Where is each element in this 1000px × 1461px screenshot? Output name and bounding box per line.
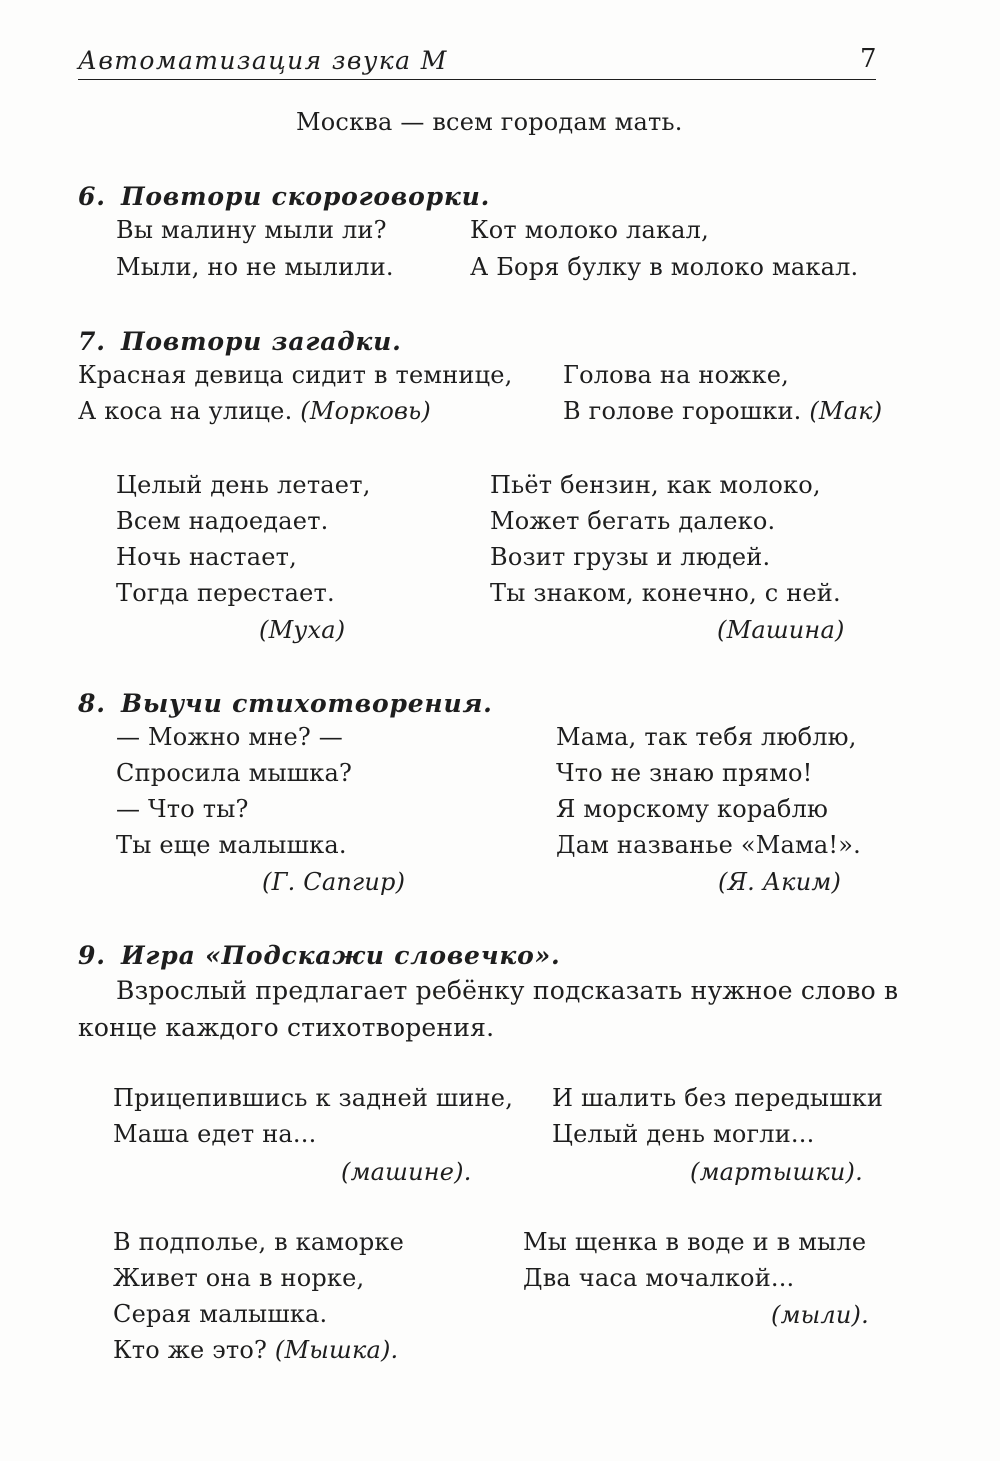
riddle-text: А коса на улице. <box>78 397 293 425</box>
poem-sapgir-line: — Можно мне? — <box>116 723 343 751</box>
rhyme-answer: (Мышка). <box>274 1336 399 1364</box>
poem-author: (Я. Аким) <box>718 868 842 896</box>
riddle-car-line: Ты знаком, конечно, с ней. <box>490 579 841 607</box>
riddle-car-line: Пьёт бензин, как молоко, <box>490 471 821 499</box>
section-9-heading <box>78 941 561 970</box>
poem-sapgir-line: Ты еще малышка. <box>116 831 347 859</box>
riddle-fly-line: Ночь настает, <box>116 543 297 571</box>
poem-akim-line: Дам названье «Мама!». <box>556 831 861 859</box>
rhyme-text: Кто же это? <box>113 1336 268 1364</box>
header-rule <box>78 79 876 80</box>
riddle-fly-line: Целый день летает, <box>116 471 371 499</box>
page-number: 7 <box>860 44 877 74</box>
riddle-fly-line: Всем надоедает. <box>116 507 329 535</box>
riddle-car-line: Возит грузы и людей. <box>490 543 771 571</box>
tongue-twister-2-line: А Боря булку в молоко макал. <box>470 253 859 281</box>
section-number: 8. <box>78 689 106 718</box>
rhyme-answer: (мыли). <box>771 1301 869 1329</box>
running-header-title: Автоматизация звука М <box>78 46 448 75</box>
rhyme-machine-line: Прицепившись к задней шине, <box>113 1084 514 1112</box>
poem-author: (Г. Сапгир) <box>262 868 406 896</box>
riddle-answer: (Машина) <box>717 616 845 644</box>
section-title: Повтори скороговорки. <box>121 182 491 211</box>
instruction-text: Взрослый предлагает ребёнку подсказать нужное слово в <box>116 976 899 1005</box>
rhyme-soap-line: Два часа мочалкой... <box>523 1264 795 1292</box>
rhyme-soap-line: Мы щенка в воде и в мыле <box>523 1228 867 1256</box>
tongue-twister-2-line: Кот молоко лакал, <box>470 216 709 244</box>
tongue-twister-1-line: Мыли, но не мылили. <box>116 253 394 281</box>
riddle-carrot-line <box>78 399 431 423</box>
section-number: 6. <box>78 182 106 211</box>
rhyme-mouse-line: В подполье, в каморке <box>113 1228 405 1256</box>
poem-akim-line: Мама, так тебя люблю, <box>556 723 857 751</box>
riddle-poppy-line: Голова на ножке, <box>563 361 789 389</box>
rhyme-monkeys-line: Целый день могли... <box>552 1120 815 1148</box>
section-title: Игра «Подскажи словечко». <box>121 941 561 970</box>
section-number: 7. <box>78 327 106 356</box>
riddle-answer: (Морковь) <box>300 397 431 425</box>
riddle-car-line: Может бегать далеко. <box>490 507 776 535</box>
section-title: Выучи стихотворения. <box>121 689 493 718</box>
poem-sapgir-line: — Что ты? <box>116 795 249 823</box>
proverb: Москва — всем городам мать. <box>296 108 683 136</box>
instruction-text: конце каждого стихотворения. <box>78 1013 495 1042</box>
riddle-text: В голове горошки. <box>563 397 802 425</box>
riddle-answer: (Муха) <box>259 616 346 644</box>
section-8-heading <box>78 689 493 718</box>
rhyme-mouse-line <box>113 1338 398 1362</box>
section-number: 9. <box>78 941 106 970</box>
rhyme-mouse-line: Серая малышка. <box>113 1300 328 1328</box>
riddle-poppy-line <box>563 399 882 423</box>
poem-akim-line: Я морскому кораблю <box>556 795 829 823</box>
poem-akim-line: Что не знаю прямо! <box>556 759 813 787</box>
rhyme-monkeys-line: И шалить без передышки <box>552 1084 884 1112</box>
rhyme-machine-line: Маша едет на... <box>113 1120 317 1148</box>
rhyme-mouse-line: Живет она в норке, <box>113 1264 365 1292</box>
rhyme-answer: (машине). <box>341 1158 472 1186</box>
poem-sapgir-line: Спросила мышка? <box>116 759 353 787</box>
riddle-answer: (Мак) <box>809 397 883 425</box>
section-6-heading <box>78 182 490 211</box>
tongue-twister-1-line: Вы малину мыли ли? <box>116 216 387 244</box>
section-7-heading <box>78 327 402 356</box>
section-title: Повтори загадки. <box>121 327 402 356</box>
rhyme-answer: (мартышки). <box>690 1158 863 1186</box>
riddle-fly-line: Тогда перестает. <box>116 579 335 607</box>
riddle-carrot-line: Красная девица сидит в темнице, <box>78 361 513 389</box>
